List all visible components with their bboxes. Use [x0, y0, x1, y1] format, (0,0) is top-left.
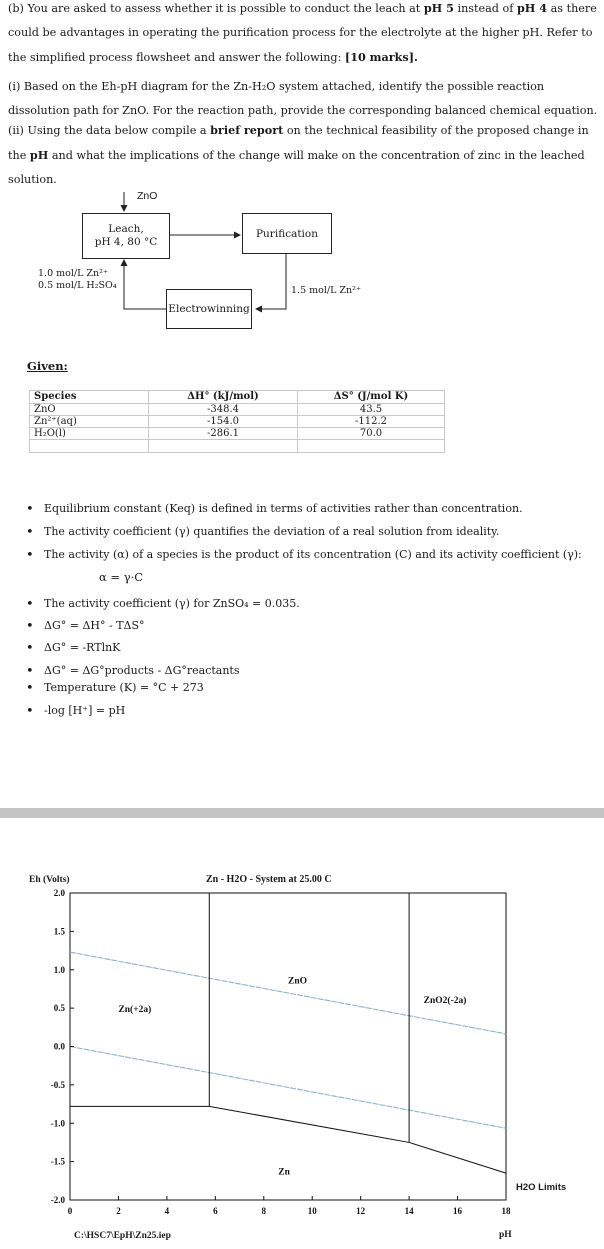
zinc-metal-boundary	[70, 1106, 506, 1173]
brief-report-highlight: brief report	[210, 123, 284, 137]
ph-highlight: pH	[29, 148, 49, 162]
x-axis-label: pH	[499, 1230, 512, 1240]
file-path-label: C:\HSC7\EpH\Zn25.iep	[74, 1231, 171, 1241]
ph5-highlight: pH 5	[423, 1, 454, 15]
species-cell: Zn²⁺(aq)	[30, 416, 149, 428]
entropy-cell: 43.5	[298, 404, 445, 416]
entropy-cell: 70.0	[298, 428, 445, 440]
y-tick-label: 1.5	[53, 926, 65, 937]
part-ii-text-1: (ii) Using the data below compile a	[8, 124, 211, 137]
question-part-i: (i) Based on the Eh-pH diagram for the Zn-H₂O system attached, identify the possible reaction dissolution path for ZnO. For the reaction path, provide the corresponding balanced chemical equation.	[8, 80, 598, 117]
note-text: The activity (α) of a species is the product of its concentration (C) and its activity coefficient (γ):	[44, 548, 582, 561]
activity-formula: α = γ·C	[99, 570, 144, 584]
note-text: The activity coefficient (γ) quantifies the deviation of a real solution from ideality.	[44, 525, 500, 538]
intro-text-2: instead of	[453, 2, 517, 15]
region-label-zn2: Zn(+2a)	[118, 1004, 152, 1015]
purification-box: Purification	[242, 213, 332, 254]
y-tick-label: 0.0	[53, 1041, 65, 1052]
note-text: ΔG° = -RTlnK	[44, 641, 121, 654]
oxygen-limit-line	[70, 952, 506, 1034]
x-tick-label: 14	[404, 1206, 414, 1216]
y-tick-label: 1.0	[53, 964, 65, 975]
species-cell: H₂O(l)	[30, 428, 149, 440]
note-text: ΔG° = ΔH° - TΔS°	[44, 619, 145, 632]
entropy-cell: -112.2	[298, 416, 445, 428]
y-tick-label: 0.5	[53, 1003, 65, 1014]
region-label-zno2: ZnO2(-2a)	[423, 995, 467, 1006]
h2o-limits-label: H2O Limits	[516, 1182, 567, 1193]
leach-conditions: pH 4, 80 °C	[94, 236, 158, 248]
species-cell: ZnO	[30, 404, 149, 416]
feed-label: ZnO	[137, 190, 158, 202]
given-heading: Given:	[27, 359, 68, 373]
header-entropy: ΔS° (J/mol K)	[298, 391, 445, 404]
x-tick-label: 6	[213, 1206, 218, 1216]
part-ii-text-3: and what the implications of the change will make on the concentration of zinc in the leached solution.	[8, 149, 585, 186]
x-tick-label: 12	[356, 1206, 366, 1216]
x-tick-label: 18	[501, 1206, 511, 1216]
hydrogen-limit-line	[70, 1047, 506, 1129]
note-text: The activity coefficient (γ) for ZnSO₄ = 0.035.	[44, 597, 300, 610]
enthalpy-cell: -154.0	[149, 416, 298, 428]
marks-label: [10 marks].	[344, 50, 418, 64]
y-tick-label: -0.5	[50, 1079, 65, 1090]
note-text: Temperature (K) = °C + 273	[44, 681, 204, 694]
x-tick-label: 16	[453, 1206, 463, 1216]
x-tick-label: 4	[164, 1206, 170, 1216]
x-tick-label: 2	[116, 1206, 121, 1216]
diagram-title: Zn - H2O - System at 25.00 C	[206, 874, 332, 885]
electrowinning-box: Electrowinning	[166, 289, 252, 329]
plot-frame	[70, 893, 506, 1200]
ph4-highlight: pH 4	[516, 1, 548, 15]
x-tick-label: 8	[261, 1206, 267, 1216]
note-text: ΔG° = ΔG°products - ΔG°reactants	[44, 664, 240, 677]
intro-text-1: (b) You are asked to assess whether it is possible to conduct the leach at	[8, 2, 424, 15]
intro-text-3: as there could be advantages in operating the purification process for the electrolyte at the higher pH. Refer to the simplified process flowsheet and answer the following:	[8, 2, 597, 64]
recycle-acid: 0.5 mol/L H₂SO₄	[38, 280, 117, 291]
x-tick-label: 10	[307, 1206, 317, 1216]
y-tick-label: -1.5	[50, 1156, 65, 1167]
part-ii-text-2: on the technical feasibility of the proposed change in the	[8, 124, 589, 162]
y-tick-label: 2.0	[53, 888, 65, 898]
y-tick-label: -2.0	[50, 1195, 65, 1205]
purified-label: 1.5 mol/L Zn²⁺	[291, 285, 361, 296]
header-species: Species	[30, 391, 149, 404]
x-tick-label: 0	[67, 1206, 73, 1216]
header-enthalpy: ΔH° (kJ/mol)	[149, 391, 298, 404]
y-axis-label: Eh (Volts)	[29, 875, 70, 885]
region-label-zno: ZnO	[288, 976, 308, 987]
y-tick-label: -1.0	[50, 1118, 65, 1129]
leach-label: Leach,	[108, 223, 144, 235]
recycle-zinc: 1.0 mol/L Zn²⁺	[38, 268, 108, 279]
enthalpy-cell: -348.4	[149, 404, 298, 416]
note-text: -log [H⁺] = pH	[44, 704, 126, 717]
enthalpy-cell: -286.1	[149, 428, 298, 440]
region-label-zn: Zn	[278, 1167, 290, 1178]
note-text: Equilibrium constant (Keq) is defined in terms of activities rather than concentration.	[44, 502, 523, 515]
